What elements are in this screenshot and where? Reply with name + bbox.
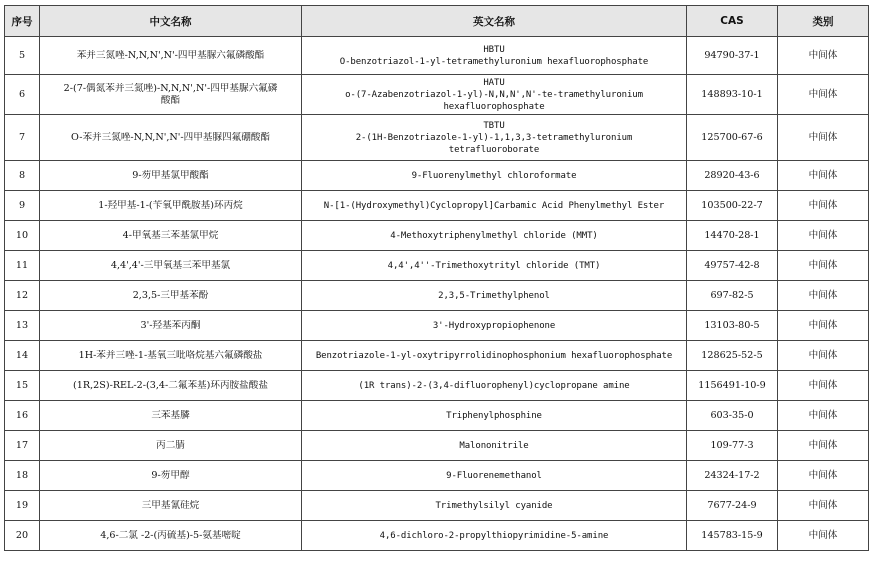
cell-category: 中间体 [778,75,869,115]
cell-serial-number: 19 [5,491,40,521]
cell-serial-number: 11 [5,251,40,281]
table-row [5,341,869,371]
cell-english-name [302,371,687,401]
cell-cas: 109-77-3 [687,431,778,461]
cell-english-name [302,75,687,115]
cell-serial-number: 16 [5,401,40,431]
cell-chinese-name-line: 9-芴甲基氯甲酸酯 [132,169,209,181]
cell-cas: 28920-43-6 [687,161,778,191]
table-row [5,75,869,115]
cell-chinese-name [40,37,302,75]
table-body [5,37,869,551]
cell-category: 中间体 [778,281,869,311]
cell-chinese-name-line: 3'-羟基苯丙酮 [140,319,201,331]
cell-category: 中间体 [778,401,869,431]
cell-category: 中间体 [778,311,869,341]
cell-serial-number: 20 [5,521,40,551]
chemical-table [4,5,869,551]
cell-chinese-name [40,115,302,161]
cell-english-name-line: 2-(1H-Benzotriazole-1-yl)-1,1,3,3-tetramethyluronium [355,132,633,143]
cell-english-name [302,521,687,551]
cell-serial-number: 8 [5,161,40,191]
cell-serial-number: 15 [5,371,40,401]
cell-chinese-name [40,521,302,551]
cell-english-name [302,341,687,371]
cell-english-name [302,431,687,461]
table-row [5,521,869,551]
cell-chinese-name [40,221,302,251]
cell-english-name-line: HBTU [483,44,505,55]
cell-english-name-line: (1R trans)-2-(3,4-difluorophenyl)cyclopropane amine [358,380,630,391]
cell-category: 中间体 [778,161,869,191]
cell-english-name-line: Benzotriazole-1-yl-oxytripyrrolidinophosphonium hexafluorophosphate [315,350,673,361]
header-english-name: 英文名称 [302,6,687,37]
cell-chinese-name-line: O-苯并三氮唑-N,N,N',N'-四甲基脲四氟硼酸酯 [70,131,271,143]
cell-serial-number: 12 [5,281,40,311]
cell-english-name-line: N-[1-(Hydroxymethyl)Cyclopropyl]Carbamic Acid Phenylmethyl Ester [323,200,665,211]
cell-serial-number: 18 [5,461,40,491]
table-row [5,401,869,431]
cell-serial-number: 10 [5,221,40,251]
cell-english-name-line: O-benzotriazol-1-yl-tetramethyluronium hexafluorophosphate [339,56,649,67]
cell-cas: 94790-37-1 [687,37,778,75]
cell-cas: 145783-15-9 [687,521,778,551]
cell-english-name [302,115,687,161]
cell-chinese-name [40,251,302,281]
cell-category: 中间体 [778,251,869,281]
cell-chinese-name-line: 4,6-二氯 -2-(丙硫基)-5-氨基嘧啶 [100,529,241,541]
cell-serial-number: 7 [5,115,40,161]
cell-chinese-name-line: 三苯基膦 [151,409,190,421]
cell-cas: 1156491-10-9 [687,371,778,401]
cell-english-name-line: 4,6-dichloro-2-propylthiopyrimidine-5-amine [379,530,609,541]
cell-chinese-name-line: 丙二腈 [156,439,185,451]
cell-serial-number: 14 [5,341,40,371]
cell-english-name-line: Triphenylphosphine [446,410,542,421]
cell-chinese-name [40,191,302,221]
cell-english-name-line: o-(7-Azabenzotriazol-1-yl)-N,N,N',N'-te-tramethyluronium [345,89,643,100]
cell-category: 中间体 [778,221,869,251]
cell-english-name-line: 3'-Hydroxypropiophenone [432,320,556,331]
cell-chinese-name [40,341,302,371]
cell-chinese-name [40,431,302,461]
table-row [5,37,869,75]
cell-chinese-name-line: 酸酯 [160,94,181,106]
cell-chinese-name-line: 4,4',4'-三甲氧基三苯甲基氯 [110,259,231,271]
cell-english-name [302,251,687,281]
cell-cas: 14470-28-1 [687,221,778,251]
cell-chinese-name [40,461,302,491]
cell-english-name [302,221,687,251]
table-row [5,191,869,221]
cell-english-name [302,161,687,191]
cell-cas: 697-82-5 [687,281,778,311]
table-row [5,311,869,341]
cell-cas: 603-35-0 [687,401,778,431]
cell-chinese-name-line: 1-羟甲基-1-(苄氧甲酰胺基)环丙烷 [98,199,243,211]
table-row [5,115,869,161]
cell-chinese-name-line: 4-甲氧基三苯基氯甲烷 [122,229,219,241]
cell-serial-number: 6 [5,75,40,115]
cell-cas: 128625-52-5 [687,341,778,371]
cell-chinese-name [40,161,302,191]
cell-english-name-line: Trimethylsilyl cyanide [435,500,553,511]
cell-english-name [302,311,687,341]
cell-english-name-line: 9-Fluorenemethanol [446,470,542,481]
cell-serial-number: 17 [5,431,40,461]
cell-english-name-line: 4-Methoxytriphenylmethyl chloride (MMT) [390,230,598,241]
cell-english-name-line: Malononitrile [459,440,529,451]
cell-english-name [302,461,687,491]
cell-english-name-line: TBTU [483,120,505,131]
cell-english-name-line: hexafluorophosphate [443,101,545,112]
header-cas: CAS [687,6,778,37]
cell-cas: 103500-22-7 [687,191,778,221]
cell-chinese-name-line: 2,3,5-三甲基苯酚 [132,289,209,301]
table-row [5,371,869,401]
cell-cas: 148893-10-1 [687,75,778,115]
cell-cas: 7677-24-9 [687,491,778,521]
table-row [5,251,869,281]
cell-category: 中间体 [778,371,869,401]
cell-chinese-name-line: 苯并三氮唑-N,N,N',N'-四甲基脲六氟磷酸酯 [76,49,265,61]
chemical-table-container [4,5,868,551]
cell-category: 中间体 [778,491,869,521]
header-chinese-name: 中文名称 [40,6,302,37]
cell-category: 中间体 [778,461,869,491]
table-row [5,221,869,251]
header-serial-number: 序号 [5,6,40,37]
cell-cas: 13103-80-5 [687,311,778,341]
cell-english-name-line: 9-Fluorenylmethyl chloroformate [411,170,577,181]
cell-category: 中间体 [778,431,869,461]
cell-english-name-line: tetrafluoroborate [448,144,540,155]
cell-category: 中间体 [778,341,869,371]
cell-chinese-name-line: (1R,2S)-REL-2-(3,4-二氟苯基)环丙胺盐酸盐 [73,379,268,391]
cell-chinese-name-line: 2-(7-偶氮苯并三氮唑)-N,N,N',N'-四甲基脲六氟磷 [63,82,278,94]
cell-chinese-name [40,311,302,341]
cell-chinese-name [40,491,302,521]
cell-category: 中间体 [778,191,869,221]
cell-english-name [302,491,687,521]
cell-serial-number: 5 [5,37,40,75]
cell-chinese-name-line: 9-芴甲醇 [151,469,190,481]
cell-chinese-name-line: 三甲基氰硅烷 [141,499,200,511]
cell-english-name [302,191,687,221]
cell-category: 中间体 [778,37,869,75]
cell-english-name [302,37,687,75]
cell-english-name-line: HATU [483,77,505,88]
cell-category: 中间体 [778,115,869,161]
cell-chinese-name [40,401,302,431]
cell-cas: 125700-67-6 [687,115,778,161]
cell-chinese-name [40,281,302,311]
cell-chinese-name [40,75,302,115]
header-category: 类别 [778,6,869,37]
cell-serial-number: 9 [5,191,40,221]
cell-chinese-name-line: 1H-苯并三唑-1-基氧三吡咯烷基六氟磷酸盐 [78,349,263,361]
cell-cas: 49757-42-8 [687,251,778,281]
cell-english-name-line: 2,3,5-Trimethylphenol [438,290,550,301]
table-row [5,281,869,311]
cell-english-name [302,281,687,311]
table-row [5,431,869,461]
cell-english-name-line: 4,4',4''-Trimethoxytrityl chloride (TMT) [387,260,601,271]
cell-chinese-name [40,371,302,401]
cell-serial-number: 13 [5,311,40,341]
table-row [5,161,869,191]
cell-cas: 24324-17-2 [687,461,778,491]
cell-category: 中间体 [778,521,869,551]
cell-english-name [302,401,687,431]
header-row [5,6,869,37]
table-row [5,461,869,491]
table-row [5,491,869,521]
